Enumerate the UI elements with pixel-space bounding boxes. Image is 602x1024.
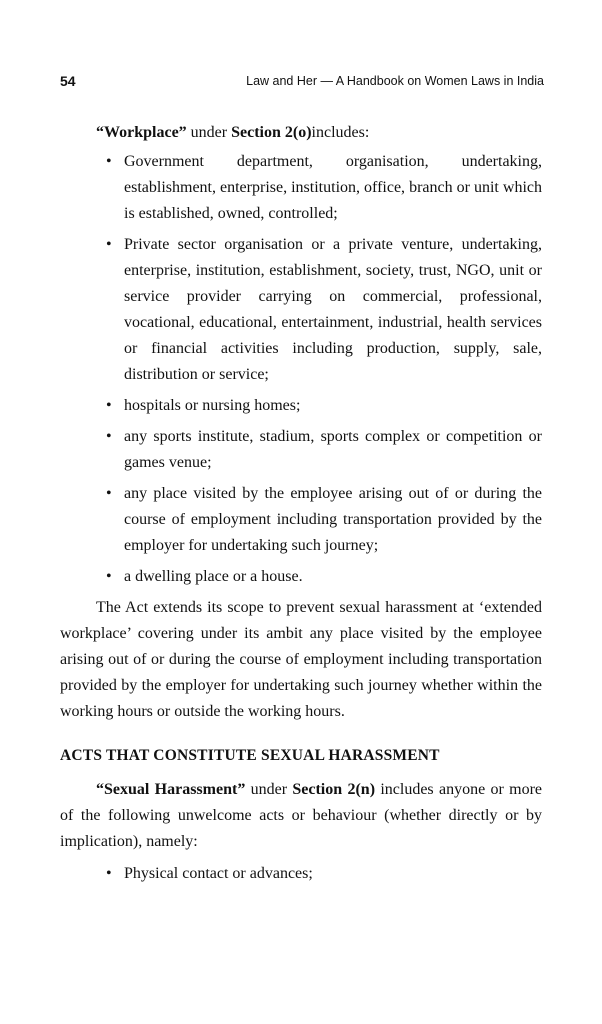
workplace-list-item: • any place visited by the employee arising out of or during the course of employment including transportation provided by the employer for undertaking such journey; <box>60 481 542 559</box>
running-title: Law and Her — A Handbook on Women Laws in India <box>246 74 544 88</box>
workplace-section-reference: Section 2(o) <box>231 124 312 141</box>
page-number: 54 <box>60 73 76 89</box>
sexual-harassment-connector: under <box>245 781 293 798</box>
extended-workplace-paragraph: The Act extends its scope to prevent sexual harassment at ‘extended workplace’ covering under its ambit any place visited by the employee arising out of or during the course of employment including transportation provided by the employer for undertaking such journey whether within the working hours or outside the working hours. <box>60 599 542 720</box>
workplace-list-item: • hospitals or nursing homes; <box>60 393 542 419</box>
sexual-harassment-list <box>60 861 542 887</box>
sexual-harassment-list-item: • Physical contact or advances; <box>60 861 542 887</box>
sexual-harassment-section-reference: Section 2(n) <box>292 781 376 798</box>
sexual-harassment-definition <box>60 777 542 855</box>
section-heading: ACTS THAT CONSTITUTE SEXUAL HARASSMENT <box>60 747 440 764</box>
workplace-list-item: • Private sector organisation or a private venture, undertaking, enterprise, institution, establishment, society, trust, NGO, unit or service provider carrying on commercial, professional, vocational, educational, entertainment, industrial, health services or financial activities including production, supply, sale, distribution or service; <box>60 232 542 388</box>
workplace-definition-tail: includes: <box>311 124 370 141</box>
page-header <box>60 73 544 95</box>
workplace-definition-list <box>60 149 542 590</box>
workplace-list-item: • a dwelling place or a house. <box>60 564 542 590</box>
workplace-list-item: • any sports institute, stadium, sports complex or competition or games venue; <box>60 424 542 476</box>
sexual-harassment-term: “Sexual Harassment” <box>96 781 246 798</box>
sexual-harassment-definition-tail: includes anyone or more of the following unwelcome acts or behaviour (whether directly or by implication), namely: <box>60 781 542 850</box>
workplace-term: “Workplace” <box>96 124 187 141</box>
workplace-connector: under <box>186 124 232 141</box>
workplace-definition-intro <box>96 120 542 146</box>
page-content <box>60 120 542 892</box>
workplace-list-item: • Government department, organisation, undertaking, establishment, enterprise, institution, office, branch or unit which is established, owned, controlled; <box>60 149 542 227</box>
